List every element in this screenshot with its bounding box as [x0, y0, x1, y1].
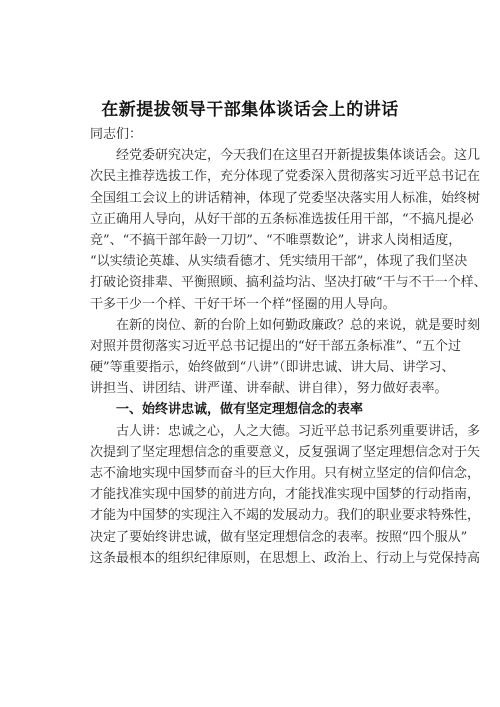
section-paragraph-line: 才能为中国梦的实现注入不竭的发展动力。我们的职业要求特殊性， [90, 508, 481, 524]
paragraph-1-line: 竞”、“不搞干部年龄一刀切”、“不唯票数论”，讲求人岗相适度， [90, 232, 462, 248]
section-paragraph-line: 古人讲：忠诚之心，人之大德。习近平总书记系列重要讲话，多 [116, 423, 481, 439]
paragraph-1-line: “以实绩论英雄、从实绩看德才、凭实绩用干部”，体现了我们坚决 [90, 254, 468, 270]
section-paragraph-line: 这条最根本的组织纪律原则，在思想上、政治上、行动上与党保持高 [90, 550, 481, 566]
paragraph-1-line: 立正确用人导向，从好干部的五条标准选拔任用干部，“不搞凡提必 [90, 211, 474, 227]
paragraph-1-line: 干多干少一个样、干好干坏一个样”怪圈的用人导向。 [90, 296, 396, 312]
section-heading: 一、始终讲忠诚，做有坚定理想信念的表率 [116, 402, 364, 418]
section-paragraph-line: 志不渝地实现中国梦而奋斗的巨大作用。只有树立坚定的信仰信念， [90, 466, 481, 481]
paragraph-2-line: 在新的岗位、新的台阶上如何勤政廉政？总的来说，就是要时刻 [116, 317, 481, 333]
paragraph-1-line: 经党委研究决定，今天我们在这里召开新提拔集体谈话会。这几 [116, 148, 481, 164]
section-paragraph-line: 才能找准实现中国梦的前进方向，才能找准实现中国梦的行动指南， [90, 487, 481, 503]
paragraph-2-line: 讲担当、讲团结、讲严谨、讲奉献、讲自律），努力做好表率。 [90, 381, 448, 397]
paragraph-2-line: 对照并贯彻落实习近平总书记提出的“好干部五条标准”、“五个过 [90, 338, 461, 354]
section-paragraph-line: 决定了要始终讲忠诚，做有坚定理想信念的表率。按照“四个服从” [90, 529, 468, 545]
document-body [90, 124, 487, 569]
paragraph-1-line: 次民主推荐选拔工作，充分体现了党委深入贯彻落实习近平总书记在 [90, 169, 481, 185]
document-title: 在新提拔领导干部集体谈话会上的讲话 [101, 100, 399, 120]
paragraph-1-line: 全国组工会议上的讲话精神，体现了党委坚决落实用人标准，始终树 [90, 190, 481, 206]
section-paragraph-line: 次提到了坚定理想信念的重要意义，反复强调了坚定理想信念对于矢 [90, 444, 481, 460]
paragraph-1-line: 打破论资排辈、平衡照顾、搞利益均沾、坚决打破“干与不干一个样、 [90, 275, 487, 291]
paragraph-2-line: 硬”等重要指示，始终做到“八讲”（即讲忠诚、讲大局、讲学习、 [90, 360, 455, 376]
salutation: 同志们： [90, 127, 143, 142]
